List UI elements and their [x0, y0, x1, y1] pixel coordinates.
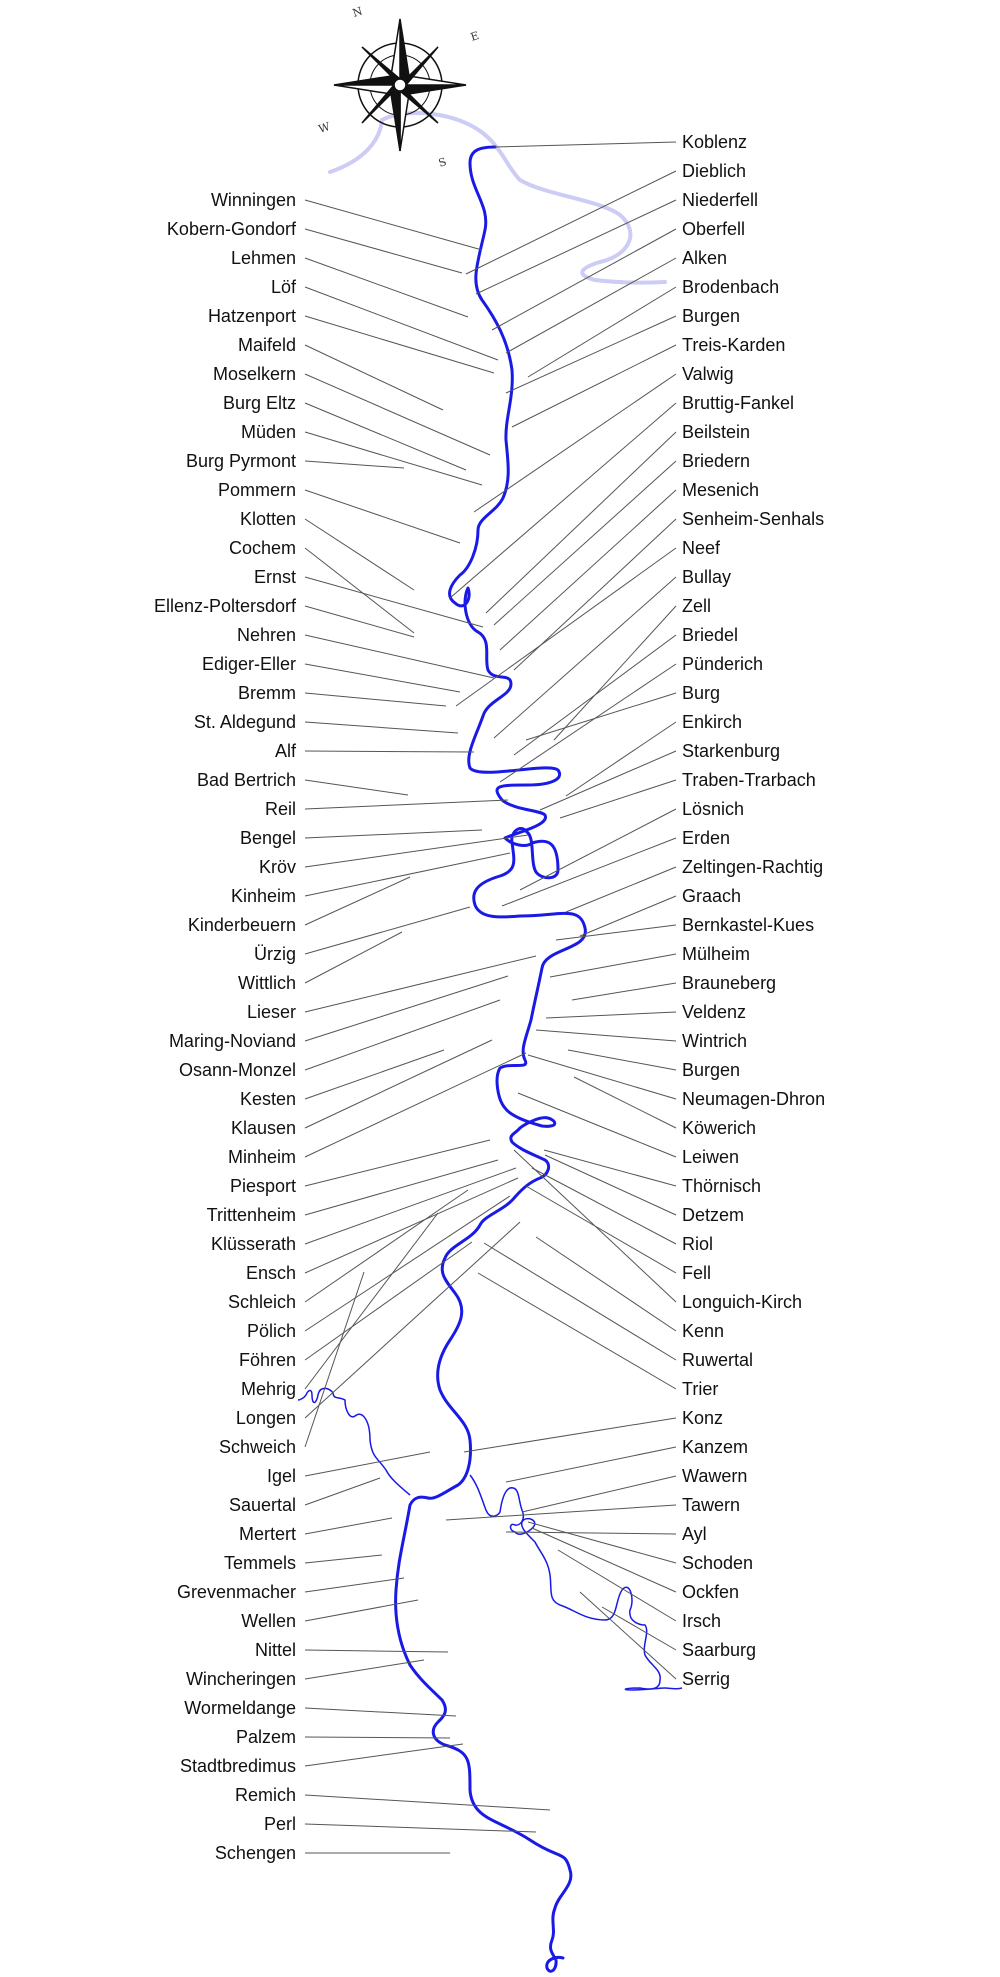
- leader-line: [550, 954, 676, 977]
- mosel-river: [396, 147, 586, 1971]
- town-label-left: Piesport: [229, 1176, 296, 1196]
- leader-line: [494, 461, 676, 625]
- leader-line: [305, 200, 482, 250]
- town-label-right: Lösnich: [682, 799, 745, 819]
- town-label-left: Burg Eltz: [222, 393, 296, 413]
- leader-line: [305, 1178, 518, 1273]
- leader-line: [305, 490, 460, 543]
- leader-line: [556, 925, 676, 940]
- leader-line: [305, 1222, 520, 1418]
- town-label-left: Bengel: [239, 828, 296, 848]
- town-label-left: Maifeld: [237, 335, 296, 355]
- town-label-right: Erden: [682, 828, 731, 848]
- town-label-left: Schweich: [218, 1437, 296, 1457]
- leader-line: [500, 664, 676, 782]
- leader-line: [580, 1592, 676, 1679]
- town-label-right: Dieblich: [682, 161, 747, 181]
- town-label-left: Wincheringen: [185, 1669, 296, 1689]
- town-label-right: Saarburg: [682, 1640, 757, 1660]
- town-label-left: Wellen: [241, 1611, 296, 1631]
- leader-line: [305, 1140, 490, 1186]
- town-label-right: Tawern: [682, 1495, 741, 1515]
- leader-line: [540, 751, 676, 810]
- town-label-right: Treis-Karden: [682, 335, 786, 355]
- town-label-right: Oberfell: [682, 219, 746, 239]
- leader-line: [528, 1055, 676, 1099]
- town-label-left: Palzem: [235, 1727, 296, 1747]
- town-label-left: St. Aldegund: [193, 712, 296, 732]
- town-label-right: Ayl: [682, 1524, 707, 1544]
- town-label-right: Pünderich: [682, 654, 764, 674]
- town-label-right: Brodenbach: [682, 277, 780, 297]
- town-label-right: Mülheim: [682, 944, 751, 964]
- town-label-left: Ernst: [253, 567, 296, 587]
- leader-line: [305, 1000, 500, 1070]
- leader-line: [536, 1030, 676, 1041]
- town-label-left: Mertert: [238, 1524, 296, 1544]
- town-label-left: Stadtbredimus: [179, 1756, 296, 1776]
- leader-line: [305, 1737, 450, 1738]
- town-label-left: Bremm: [238, 683, 296, 703]
- town-label-left: Grevenmacher: [176, 1582, 296, 1602]
- town-label-right: Riol: [682, 1234, 714, 1254]
- town-label-left: Pommern: [217, 480, 296, 500]
- leader-line: [492, 229, 676, 330]
- town-label-left: Nittel: [254, 1640, 296, 1660]
- town-label-left: Burg Pyrmont: [185, 451, 296, 471]
- town-label-right: Mesenich: [682, 480, 760, 500]
- town-label-right: Niederfell: [682, 190, 759, 210]
- leader-line: [305, 1190, 468, 1302]
- town-label-left: Ediger-Eller: [201, 654, 296, 674]
- leader-line: [474, 374, 676, 512]
- town-label-right: Bernkastel-Kues: [682, 915, 815, 935]
- leader-line: [506, 1532, 676, 1534]
- town-label-right: Zeltingen-Rachtig: [682, 857, 824, 877]
- town-label-right: Burgen: [682, 306, 741, 326]
- town-label-left: Föhren: [238, 1350, 296, 1370]
- leader-line: [450, 403, 676, 598]
- leader-line: [305, 693, 446, 706]
- town-label-left: Igel: [266, 1466, 296, 1486]
- town-label-right: Leiwen: [682, 1147, 740, 1167]
- town-label-left: Trittenheim: [206, 1205, 296, 1225]
- leader-line: [602, 1607, 676, 1650]
- town-label-right: Longuich-Kirch: [682, 1292, 803, 1312]
- leader-line: [546, 1012, 676, 1018]
- leader-line: [526, 693, 676, 740]
- town-label-left: Remich: [234, 1785, 296, 1805]
- leader-line: [305, 1650, 448, 1652]
- leader-line: [305, 932, 402, 983]
- leader-line: [580, 896, 676, 936]
- town-label-left: Moselkern: [212, 364, 296, 384]
- town-label-right: Zell: [682, 596, 712, 616]
- town-label-left: Sauertal: [228, 1495, 296, 1515]
- town-label-left: Perl: [263, 1814, 296, 1834]
- town-label-right: Traben-Trarbach: [682, 770, 816, 790]
- leader-line: [305, 1708, 456, 1716]
- town-label-left: Klotten: [239, 509, 296, 529]
- town-label-right: Thörnisch: [682, 1176, 762, 1196]
- leader-line: [305, 664, 460, 692]
- leader-line: [305, 1555, 382, 1563]
- town-label-left: Cochem: [228, 538, 296, 558]
- compass-s: S: [436, 155, 449, 170]
- town-label-left: Ürzig: [253, 944, 296, 964]
- leader-line: [305, 1050, 444, 1099]
- leader-line: [305, 577, 483, 627]
- town-label-left: Müden: [240, 422, 296, 442]
- town-label-right: Kanzem: [682, 1437, 749, 1457]
- town-label-right: Briedel: [682, 625, 739, 645]
- town-label-right: Neumagen-Dhron: [682, 1089, 826, 1109]
- leader-line: [305, 780, 408, 795]
- town-label-right: Fell: [682, 1263, 712, 1283]
- town-label-right: Irsch: [682, 1611, 722, 1631]
- compass-n: N: [350, 4, 365, 20]
- leader-line: [305, 722, 458, 733]
- town-label-right: Koblenz: [682, 132, 748, 152]
- town-label-left: Schengen: [214, 1843, 296, 1863]
- town-label-right: Schoden: [682, 1553, 754, 1573]
- leader-line: [305, 1744, 463, 1766]
- leader-line: [305, 835, 528, 867]
- town-label-right: Wawern: [682, 1466, 748, 1486]
- town-label-right: Serrig: [682, 1669, 731, 1689]
- town-label-right: Konz: [682, 1408, 724, 1428]
- leader-line: [305, 519, 414, 590]
- town-label-right: Trier: [682, 1379, 719, 1399]
- town-label-right: Beilstein: [682, 422, 751, 442]
- town-label-left: Alf: [274, 741, 296, 761]
- leader-line: [305, 1040, 492, 1128]
- town-label-left: Wormeldange: [184, 1698, 296, 1718]
- leader-line: [305, 1196, 510, 1331]
- town-label-right: Valwig: [682, 364, 734, 384]
- leader-line: [514, 1150, 676, 1302]
- leader-line: [305, 1272, 364, 1447]
- leader-line: [305, 461, 404, 468]
- leader-line: [305, 1600, 418, 1621]
- town-label-left: Kinheim: [230, 886, 296, 906]
- leader-line: [574, 1077, 676, 1128]
- leader-line: [305, 800, 508, 809]
- town-label-left: Ensch: [245, 1263, 296, 1283]
- leader-line: [486, 432, 676, 613]
- town-label-right: Alken: [682, 248, 728, 268]
- town-label-left: Reil: [264, 799, 296, 819]
- leader-line: [305, 1053, 526, 1157]
- leader-line: [568, 1050, 676, 1070]
- leader-line: [512, 345, 676, 427]
- leader-line: [305, 853, 510, 896]
- leader-line: [494, 142, 676, 147]
- town-label-left: Kröv: [258, 857, 296, 877]
- leader-line: [305, 877, 410, 925]
- leader-line: [560, 780, 676, 818]
- town-label-left: Lieser: [246, 1002, 296, 1022]
- saar-river: [470, 1475, 682, 1690]
- town-label-left: Temmels: [223, 1553, 296, 1573]
- leader-lines: [305, 142, 676, 1853]
- leader-line: [566, 867, 676, 912]
- town-labels: [154, 132, 825, 1863]
- leader-line: [506, 316, 676, 393]
- town-label-right: Ruwertal: [682, 1350, 754, 1370]
- town-label-left: Longen: [235, 1408, 296, 1428]
- town-label-right: Kenn: [682, 1321, 725, 1341]
- town-label-left: Löf: [270, 277, 296, 297]
- town-label-left: Nehren: [236, 625, 296, 645]
- leader-line: [305, 1518, 392, 1534]
- compass-w: W: [316, 119, 332, 136]
- leader-line: [466, 171, 676, 274]
- town-label-left: Bad Bertrich: [196, 770, 296, 790]
- town-label-left: Maring-Noviand: [168, 1031, 296, 1051]
- town-label-left: Winningen: [210, 190, 296, 210]
- town-label-right: Detzem: [682, 1205, 745, 1225]
- leader-line: [558, 1550, 676, 1621]
- town-label-left: Pölich: [246, 1321, 296, 1341]
- leader-line: [532, 1528, 676, 1592]
- town-label-left: Osann-Monzel: [178, 1060, 296, 1080]
- town-label-left: Kobern-Gondorf: [166, 219, 296, 239]
- sauer-river: [298, 1388, 410, 1495]
- town-label-right: Burg: [682, 683, 721, 703]
- town-label-right: Ockfen: [682, 1582, 740, 1602]
- leader-line: [305, 548, 414, 633]
- leader-line: [528, 287, 676, 377]
- town-label-left: Wittlich: [238, 973, 296, 993]
- leader-line: [305, 287, 498, 360]
- leader-line: [305, 1660, 424, 1679]
- town-label-right: Brauneberg: [682, 973, 777, 993]
- leader-line: [526, 1186, 676, 1273]
- leader-line: [305, 345, 443, 410]
- leader-line: [305, 1213, 438, 1389]
- leader-line: [305, 316, 494, 373]
- town-label-left: Schleich: [227, 1292, 296, 1312]
- town-label-right: Köwerich: [682, 1118, 757, 1138]
- town-label-right: Starkenburg: [682, 741, 781, 761]
- leader-line: [305, 751, 474, 752]
- leader-line: [305, 635, 494, 678]
- leader-line: [446, 1505, 676, 1520]
- leader-line: [506, 1447, 676, 1482]
- rhine-river: [330, 113, 665, 283]
- town-label-right: Veldenz: [682, 1002, 747, 1022]
- town-label-right: Bullay: [682, 567, 732, 587]
- town-label-right: Burgen: [682, 1060, 741, 1080]
- leader-line: [572, 983, 676, 1000]
- town-label-left: Lehmen: [230, 248, 296, 268]
- town-label-left: Minheim: [227, 1147, 296, 1167]
- leader-line: [305, 1795, 550, 1810]
- town-label-left: Kesten: [239, 1089, 296, 1109]
- town-label-right: Neef: [682, 538, 721, 558]
- leader-line: [494, 577, 676, 738]
- leader-line: [305, 258, 468, 317]
- leader-line: [500, 490, 676, 650]
- leader-line: [484, 1243, 676, 1360]
- town-label-left: Kinderbeuern: [187, 915, 296, 935]
- leader-line: [528, 1522, 676, 1563]
- town-label-left: Ellenz-Poltersdorf: [153, 596, 296, 616]
- town-label-left: Hatzenport: [207, 306, 296, 326]
- town-label-left: Mehrig: [240, 1379, 296, 1399]
- town-label-right: Bruttig-Fankel: [682, 393, 795, 413]
- leader-line: [554, 606, 676, 740]
- leader-line: [532, 1168, 676, 1244]
- compass-e: E: [468, 29, 481, 44]
- leader-line: [305, 403, 466, 470]
- compass-rose-icon: [317, 4, 481, 169]
- town-label-left: Klüsserath: [210, 1234, 296, 1254]
- leader-line: [502, 838, 676, 906]
- leader-line: [464, 1418, 676, 1452]
- leader-line: [305, 1478, 380, 1505]
- town-label-right: Senheim-Senhals: [682, 509, 825, 529]
- leader-line: [305, 1452, 430, 1476]
- leader-line: [478, 1273, 676, 1389]
- town-label-left: Klausen: [230, 1118, 296, 1138]
- leader-line: [544, 1150, 676, 1186]
- leader-line: [305, 1578, 404, 1592]
- leader-line: [305, 606, 414, 637]
- town-label-right: Briedern: [682, 451, 751, 471]
- town-label-right: Graach: [682, 886, 742, 906]
- leader-line: [514, 635, 676, 755]
- leader-line: [456, 548, 676, 706]
- leader-line: [305, 830, 482, 838]
- town-label-right: Enkirch: [682, 712, 743, 732]
- leader-line: [476, 200, 676, 294]
- town-label-right: Wintrich: [682, 1031, 748, 1051]
- leader-line: [305, 1160, 498, 1215]
